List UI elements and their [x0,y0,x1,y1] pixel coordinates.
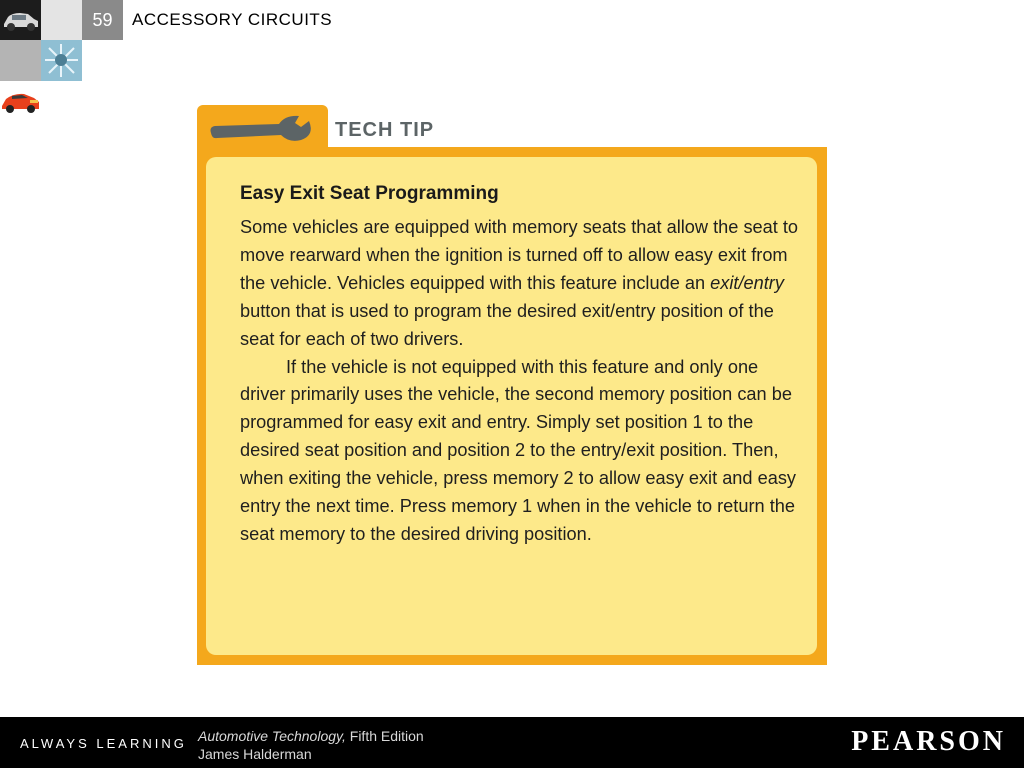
slide-title: ACCESSORY CIRCUITS [132,10,333,29]
header-tile [0,40,41,81]
book-title [198,728,424,744]
paragraph-text: button that is used to program the desired exit/entry position of the seat for each of two drivers. [240,300,774,349]
tech-tip-heading: Easy Exit Seat Programming [240,183,499,204]
tech-tip-label: TECH TIP [335,119,435,141]
tech-tip-panel [197,105,827,665]
footer-bar [0,717,1024,768]
wrench-icon [207,113,317,152]
footer-tagline: ALWAYS LEARNING [20,736,187,751]
car-thumbnail-icon [0,0,41,40]
pearson-logo: PEARSON [851,726,1006,757]
sports-car-thumbnail-icon [0,81,41,121]
tech-tip-paragraph-1 [240,214,800,354]
tech-tip-paragraph-2: If the vehicle is not equipped with this feature and only one driver primarily uses the vehicle, the second memory position can be programmed for easy exit and entry. Simply set position 1 to the desired seat position and position 2 to the entry/exit position. Then, when exiting the vehicle, press memory 2 to allow easy exit and easy entry the next time. Press memory 1 when in the vehicle to return the seat memory to the desired driving position. [240,356,797,544]
book-title-italic: Automotive Technology, [198,728,346,744]
header-tile [41,0,82,40]
book-author: James Halderman [198,746,312,762]
engine-thumbnail-icon [41,40,82,81]
slide-number: 59 [82,0,123,40]
book-edition: Fifth Edition [345,728,424,744]
tech-tip-body [240,214,800,549]
paragraph-text: Some vehicles are equipped with memory seats that allow the seat to move rearward when the ignition is turned off to allow easy exit from the vehicle. Vehicles equipped with this feature include an [240,217,799,293]
italic-term: exit/entry [710,272,784,293]
